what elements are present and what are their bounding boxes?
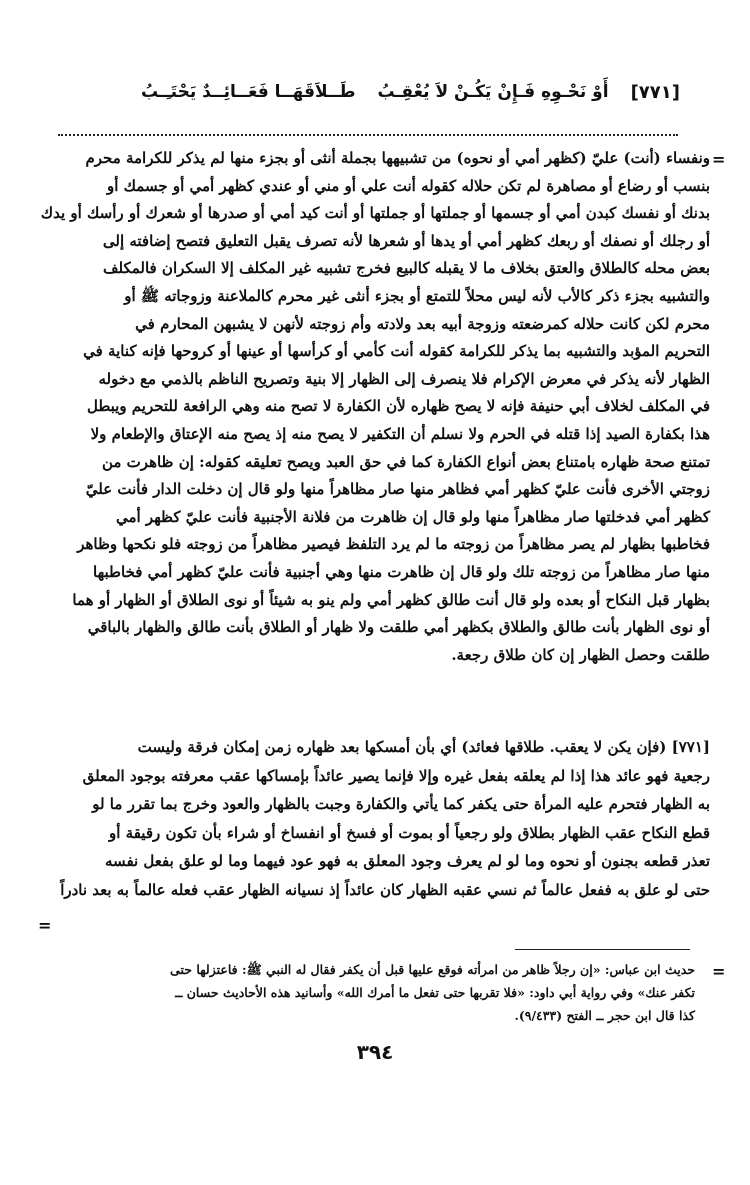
text-line: التحريم المؤبد والتشبيه بما يذكر للكرامة كقوله أنت كأمي أو كرأسها أو عينها أو كروحها فإنه كناية في <box>83 342 710 361</box>
text-line: زوجتي الأخرى فأنت عليّ كظهر أمي فظاهر منها صار مظاهراً منها ولو قال إن دخلت الدار فأنت عليّ <box>85 480 710 499</box>
text-line: في المكلف لخلاف أبي حنيفة فإنه لا يصح ظهاره لأن الكفارة لا تصح منه وهي الرافعة للتحريم ويبطل <box>86 397 710 416</box>
header-divider <box>58 134 678 136</box>
footnote <box>40 958 695 1027</box>
text-line: بعض محله كالطلاق والعتق بخلاف ما لا يقبله كالبيع فخرج تشبيه غير المكلف إلا السكران فالمكلف <box>102 259 710 278</box>
main-text <box>40 145 710 669</box>
text-line: تعذر قطعه بجنون أو نحوه وما لو لم يعرف وجود المعلق به فهو عود فيهما وما لو علق بفعل نفسه <box>105 852 710 870</box>
text-line: كظهر أمي فدخلتها صار مظاهراً منها ولو قال إن ظاهرت من فلانة الأجنبية فأنت عليّ كظهر أمي <box>115 507 710 526</box>
text-line: فخاطبها بظهار لم يصر مظاهراً من زوجته ما لم يرد التلفظ فيصير مظاهراً من زوجته فلو نكحها وظاهر <box>77 535 710 554</box>
footnote-divider <box>515 949 690 950</box>
text-line: بنسب أو رضاع أو مصاهرة لم تكن حلاله كقوله أنت علي أو مني أو عندي كظهر أمي أو جسمك أو <box>107 176 710 195</box>
commentary-text <box>40 733 710 904</box>
footnote-continuation-mark: = <box>712 962 726 981</box>
text-line: هذا بكفارة الصيد إذا قتله في الحرم ولا نسلم أن التكفير لا يصح منه إذ يصح منه الإعتاق والإطعام ولا <box>90 424 710 443</box>
text-line: به الظهار فتحرم عليه المرأة حتى يكفر كما يأتي والكفارة وجبت بالظهار والعود وخرج بما تقرر ما لو <box>92 795 710 813</box>
text-line: منها صار مظاهراً من زوجته تلك ولو قال إن ظاهرت منها وهي أجنبية فأنت عليّ كظهر أمي فخاطبها <box>93 562 710 581</box>
text-line: [٧٧١] (فإن يكن لا يعقب. طلاقها فعائد) أي بأن أمسكها بعد ظهاره زمن إمكان فرقة وليست <box>137 738 710 756</box>
text-line: والتشبيه بجزء ذكر كالأب لأنه ليس محلاً للتمتع أو بجزء أنثى غير محرم كالملاعنة وزوجاته ﷺ أو <box>124 286 710 305</box>
verse-second-hemistich: طَــلاَقَهَــا فَعَــائِــدٌ يَحْتَـِـبُ <box>141 82 356 102</box>
verse-reference: [٧٧١] <box>630 81 680 103</box>
continuation-mark-top: = <box>712 150 726 169</box>
text-line: محرم لكن كانت حلاله كمرضعته وزوجة أبيه بعد ولادته وأم زوجته لأنهن لا يشبهن المحارم في <box>135 314 710 333</box>
footnote-line: تكفر عنك» وفي رواية أبي داود: «فلا تقربها حتى تفعل ما أمرك الله» وأسانيد هذه الأحاديث حسان ــ <box>175 985 695 1000</box>
verse-first-hemistich: أَوْ نَحْـوِهِ فَـإِنْ يَكُـنْ لاَ يُعْقِـبُ <box>377 82 609 102</box>
page-number: ٣٩٤ <box>356 1040 394 1064</box>
text-line: تمتنع صحة ظهاره بامتناع بعض أنواع الكفارة كما في حق العبد ويصح تعليقه كقوله: إن ظاهرت من <box>102 452 710 471</box>
footnote-line: كذا قال ابن حجر ــ الفتح (٩/٤٣٣). <box>514 1008 695 1023</box>
text-line: طلقت وحصل الظهار إن كان طلاق رجعة. <box>451 645 710 664</box>
page-header <box>50 72 680 112</box>
text-line: بدنك أو نفسك كبدن أمي أو جسمها أو جملتها أو جملتها أو أنت كيد أمي أو صدرها أو شعرك أو رأسك أو يدك <box>40 204 710 223</box>
footnote-line: حديث ابن عباس: «إن رجلاً ظاهر من امرأته فوقع عليها قبل أن يكفر فقال له النبي ﷺ: فاعتزلها حتى <box>170 962 695 977</box>
text-line: ونفساء (أنت) عليّ (كظهر أمي أو نحوه) من تشبيهها بجملة أنثى أو بجزء منها لم يذكر للكرامة محرم <box>85 149 710 167</box>
text-line: الظهار لأنه يذكر في معرض الإكرام فلا ينصرف إلى الظهار إلا بنية وتصريح الناظم بالذمي مع دخوله <box>98 369 710 388</box>
text-line: أو رجلك أو نصفك أو ربعك كظهر أمي أو يدها أو شعرها لأنه تصرف يقبل التعليق فتصح إضافته إلى <box>102 231 710 250</box>
text-line: حتى لو علق به ففعل عالماً ثم نسي عقبه الظهار كان عائداً إذ نسيانه الظهار عقب فعله عالماً به بعد نادراً <box>60 880 710 899</box>
text-line: أو نوى الظهار بأنت طالق والطلاق بكظهر أمي طلقت ولا ظهار أو الطلاق بأنت طالق والظهار بالباقي <box>87 618 710 637</box>
text-line: قطع النكاح عقب الظهار بطلاق ولو رجعياً أو بموت أو فسخ أو انفساخ أو شراء بأن تكون رقيقة أو <box>109 823 710 842</box>
text-line: بظهار قبل النكاح أو بعده ولو قال أنت طالق كظهر أمي ولم ينو به شيئاً أو نوى الطلاق أو الظهار أو هما <box>72 590 710 609</box>
continuation-mark-bottom: = <box>38 916 52 935</box>
text-line: رجعية فهو عائد هذا إذا لم يعلقه بفعل غيره وإلا فإنما يصير عائداً بإمساكها عقب معرفته بوجود المعلق <box>82 766 710 785</box>
